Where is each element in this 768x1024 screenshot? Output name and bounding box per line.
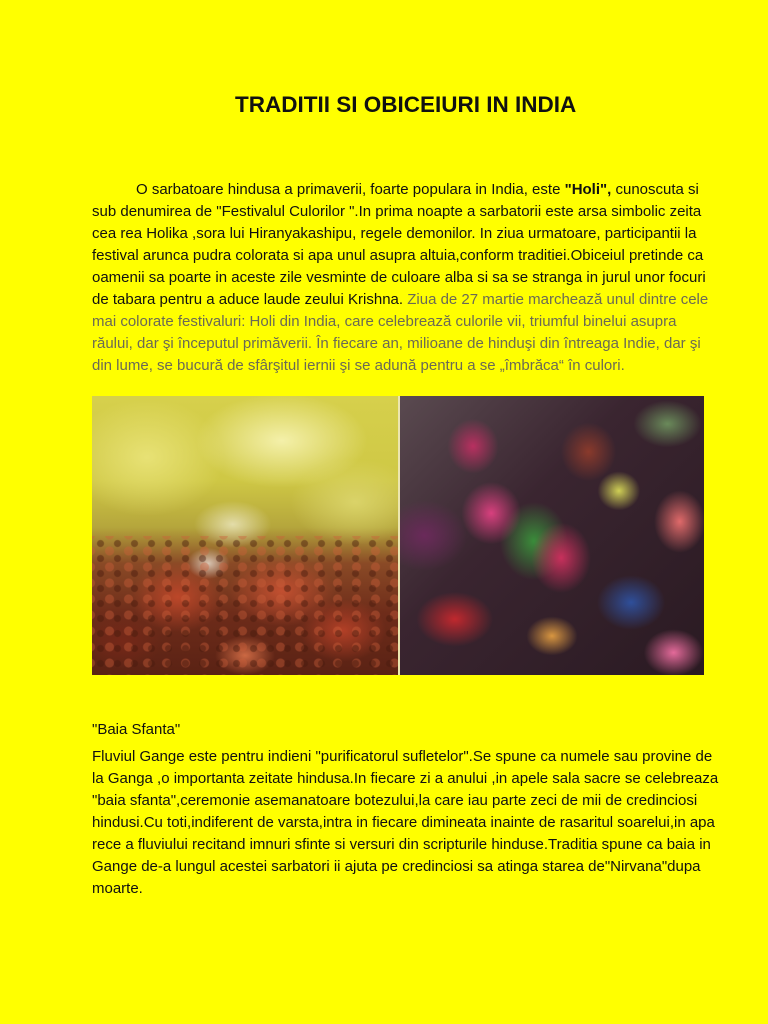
line-text: de tabara pentru a aduce laude zeului Krishna.: [92, 291, 404, 308]
paragraph-line: "baia sfanta",ceremonie asemanatoare botezului,la care iau parte zeci de mii de credinciosi: [92, 792, 698, 809]
paragraph-line: Gange de-a lungul acestei sarbatori ii ajuta pe credinciosi sa atinga starea de"Nirvana"dupa: [92, 858, 701, 875]
paragraph-line: Fluviul Gange este pentru indieni "purificatorul sufletelor".Se spune ca numele sau provine de: [92, 748, 713, 765]
muted-text: Ziua de 27 martie marchează unul dintre cele: [403, 291, 709, 308]
document-title: TRADITII SI OBICEIURI IN INDIA: [235, 92, 577, 117]
holi-yellow-powder-crowd-photo: [92, 396, 398, 675]
paragraph-line: din lume, se bucură de sfârşitul iernii şi se adună pentru a se „îmbrăca“ în culori.: [92, 357, 625, 374]
holi-photo-collage: [92, 396, 704, 675]
paragraph-line: [92, 289, 708, 311]
paragraph-line: răului, dar şi începutul primăverii. În fiecare an, milioane de hinduşi din întreaga Indie, dar şi: [92, 335, 701, 352]
holi-paragraph: [92, 179, 708, 377]
paragraph-line: hindusi.Cu toti,indiferent de varsta,intra in fiecare dimineata inainte de rasaritul soarelui,in apa: [92, 814, 715, 831]
paragraph-line: oamenii sa poarte in aceste zile vesminte de culoare alba si sa se stranga in jurul unor focuri: [92, 269, 706, 286]
paragraph-line: cea rea Holika ,sora lui Hiranyakashipu, regele demonilor. In ziua urmatoare, participantii la: [92, 225, 697, 242]
holi-colored-faces-photo: [400, 396, 704, 675]
paragraph-line: la Ganga ,o importanta zeitate hindusa.In fiecare zi a anului ,in apele sala sacre se celebreaza: [92, 770, 719, 787]
paragraph-line: festival arunca pudra colorata si apa unul asupra altuia,conform traditiei.Obiceiul pretinde ca: [92, 247, 704, 264]
paragraph-line: mai colorate festivaluri: Holi din India, care celebrează culorile vii, triumful binelui asupra: [92, 313, 677, 330]
baia-sfanta-paragraph: [92, 746, 718, 900]
paragraph-line: [92, 179, 708, 201]
paragraph-line: sub denumirea de "Festivalul Culorilor ".In prima noapte a sarbatorii este arsa simbolic zeita: [92, 203, 702, 220]
line-text: O sarbatoare hindusa a primaverii, foarte populara in India, este: [136, 181, 565, 198]
paragraph-line: moarte.: [92, 880, 143, 897]
line-text: cunoscuta si: [611, 181, 699, 198]
paragraph-line: rece a fluviului recitand imnuri sfinte si versuri din scripturile hinduse.Traditia spune ca baia in: [92, 836, 711, 853]
section-heading: "Baia Sfanta": [92, 721, 181, 738]
holi-bold-text: "Holi",: [564, 181, 612, 198]
